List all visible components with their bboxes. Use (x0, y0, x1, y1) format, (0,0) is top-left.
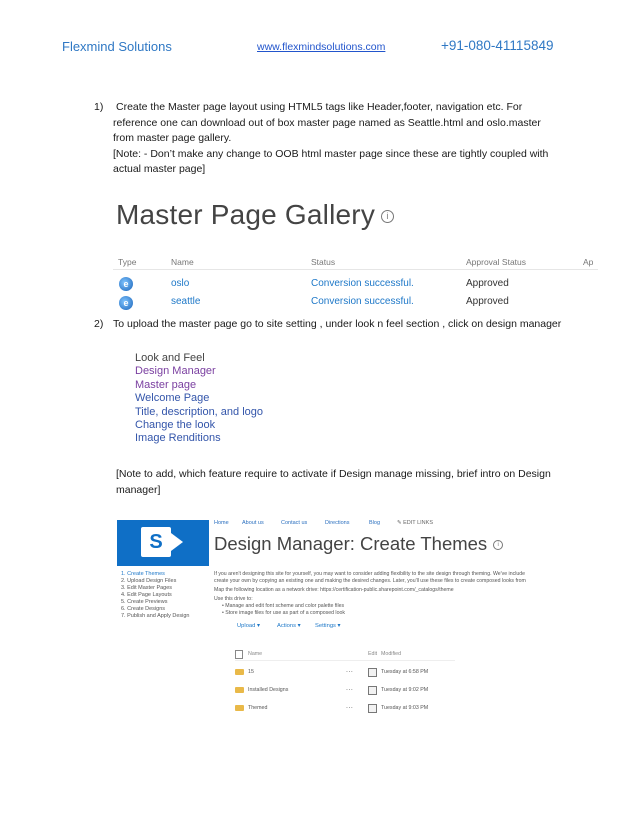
step-edit-master-pages[interactable]: 3. Edit Master Pages (121, 585, 173, 591)
nav-edit-links[interactable]: ✎ EDIT LINKS (397, 520, 433, 526)
design-steps-list (121, 571, 190, 620)
use-drive-text: Use this drive to: (214, 596, 253, 602)
company-url-link[interactable]: www.flexmindsolutions.com (257, 41, 386, 53)
master-page-link[interactable]: Master page (135, 378, 197, 391)
folder-row-name[interactable]: Installed Designs (248, 687, 289, 693)
image-renditions-link[interactable]: Image Renditions (135, 432, 221, 445)
settings-menu[interactable]: Settings ▾ (315, 623, 341, 629)
ie-file-icon: e (119, 296, 133, 310)
step-1-note: actual master page] (113, 163, 206, 175)
look-and-feel-section (135, 352, 263, 446)
col-modified[interactable]: Modified (381, 651, 402, 657)
col-edit[interactable]: Edit (368, 651, 378, 657)
folder-icon (235, 687, 244, 693)
gallery-row-name[interactable]: seattle (171, 296, 201, 307)
bullet-item: • Manage and edit font scheme and color palette files (222, 603, 345, 609)
gallery-col-type[interactable]: Type (118, 257, 137, 267)
sharepoint-arrow-icon (171, 533, 183, 551)
info-icon[interactable]: i (381, 210, 394, 223)
design-manager-link[interactable]: Design Manager (135, 365, 216, 378)
nav-contact-us[interactable]: Contact us (281, 520, 308, 526)
step-1-line: reference one can download out of box master page named as Seattle.html and oslo.master (113, 116, 541, 129)
gallery-row-status[interactable]: Conversion successful. (311, 296, 414, 307)
note-2-line: manager] (116, 483, 161, 496)
step-edit-page-layouts[interactable]: 4. Edit Page Layouts (121, 592, 172, 598)
header-divider (235, 660, 455, 661)
step-upload-design-files[interactable]: 2. Upload Design Files (121, 578, 177, 584)
sharepoint-logo-icon[interactable] (117, 520, 209, 566)
gallery-col-approval[interactable]: Approval Status (466, 257, 527, 267)
nav-about-us[interactable]: About us (242, 520, 264, 526)
ie-file-icon: e (119, 277, 133, 291)
gallery-col-status[interactable]: Status (311, 257, 336, 267)
document-type-icon (235, 650, 243, 659)
sharepoint-logo-letter: S (141, 527, 171, 557)
intro-line: create your own by copying an existing one and making the desired changes. Later, you'll use these files to create composed looks from (214, 578, 526, 584)
step-publish-apply[interactable]: 7. Publish and Apply Design (121, 613, 190, 619)
look-and-feel-heading: Look and Feel (135, 352, 205, 364)
design-manager-title: Design Manager: Create Themes i (214, 533, 503, 555)
ellipsis-menu[interactable]: ... (346, 685, 354, 692)
master-page-gallery-screenshot (113, 197, 598, 312)
map-drive-text: Map the following location as a network drive: https://certification-public.sharepoint.com/_catalogs/theme (214, 587, 454, 593)
gallery-row-name[interactable]: oslo (171, 278, 190, 289)
pencil-icon: ✎ (397, 520, 402, 526)
gallery-title: Master Page Gallery i (116, 199, 394, 231)
step-create-designs[interactable]: 6. Create Designs (121, 606, 166, 612)
step-2-text: To upload the master page go to site setting , under look n feel section , click on design manager (113, 318, 562, 330)
gallery-row-status[interactable]: Conversion successful. (311, 278, 414, 289)
folder-icon (235, 669, 244, 675)
edit-icon[interactable] (368, 686, 377, 695)
info-icon[interactable]: i (493, 540, 503, 550)
folder-row-name[interactable]: Themed (248, 705, 268, 711)
step-1-text (113, 100, 596, 178)
design-manager-screenshot (117, 515, 602, 735)
step-2-number: 2) (94, 318, 104, 330)
step-create-themes[interactable]: 1. Create Themes (121, 571, 165, 577)
folder-row-modified: Tuesday at 9:03 PM (381, 705, 429, 711)
bullet-item: • Store image files for use as part of a composed look (222, 610, 345, 616)
step-1-line: from master page gallery. (113, 132, 232, 144)
edit-icon[interactable] (368, 704, 377, 713)
welcome-page-link[interactable]: Welcome Page (135, 392, 210, 405)
change-the-look-link[interactable]: Change the look (135, 419, 216, 432)
folder-row-name[interactable]: 15 (248, 669, 254, 675)
upload-menu[interactable]: Upload ▾ (237, 623, 260, 629)
company-name: Flexmind Solutions (62, 39, 172, 54)
nav-home[interactable]: Home (214, 520, 229, 526)
ellipsis-menu[interactable]: ... (346, 703, 354, 710)
step-1-note: [Note: - Don’t make any change to OOB html master page since these are tightly coupled with (113, 147, 549, 160)
company-phone: +91-080-41115849 (441, 38, 554, 53)
folder-row-modified: Tuesday at 9:02 PM (381, 687, 429, 693)
col-name[interactable]: Name (248, 651, 263, 657)
nav-directions[interactable]: Directions (325, 520, 350, 526)
gallery-row-approval: Approved (466, 278, 509, 289)
edit-icon[interactable] (368, 668, 377, 677)
actions-menu[interactable]: Actions ▾ (277, 623, 301, 629)
gallery-col-extra[interactable]: Ap (583, 257, 594, 267)
intro-line: If you aren't designing this site for yourself, you may want to consider adding flexibility to the site design through theming. We've include (214, 571, 525, 577)
nav-blog[interactable]: Blog (369, 520, 381, 526)
gallery-row-approval: Approved (466, 296, 509, 307)
ellipsis-menu[interactable]: ... (346, 667, 354, 674)
design-manager-intro (214, 571, 602, 617)
step-create-previews[interactable]: 5. Create Previews (121, 599, 168, 605)
title-description-logo-link[interactable]: Title, description, and logo (135, 405, 263, 418)
gallery-divider (113, 269, 598, 270)
folder-row-modified: Tuesday at 6:58 PM (381, 669, 429, 675)
folder-icon (235, 705, 244, 711)
note-2-line: [Note to add, which feature require to activate if Design manage missing, brief intro on Design (116, 468, 551, 480)
gallery-col-name[interactable]: Name (171, 257, 194, 267)
step-1-number: 1) (94, 101, 104, 113)
note-2 (116, 467, 596, 498)
step-1-line: Create the Master page layout using HTML5 tags like Header,footer, navigation etc. For (116, 101, 523, 113)
